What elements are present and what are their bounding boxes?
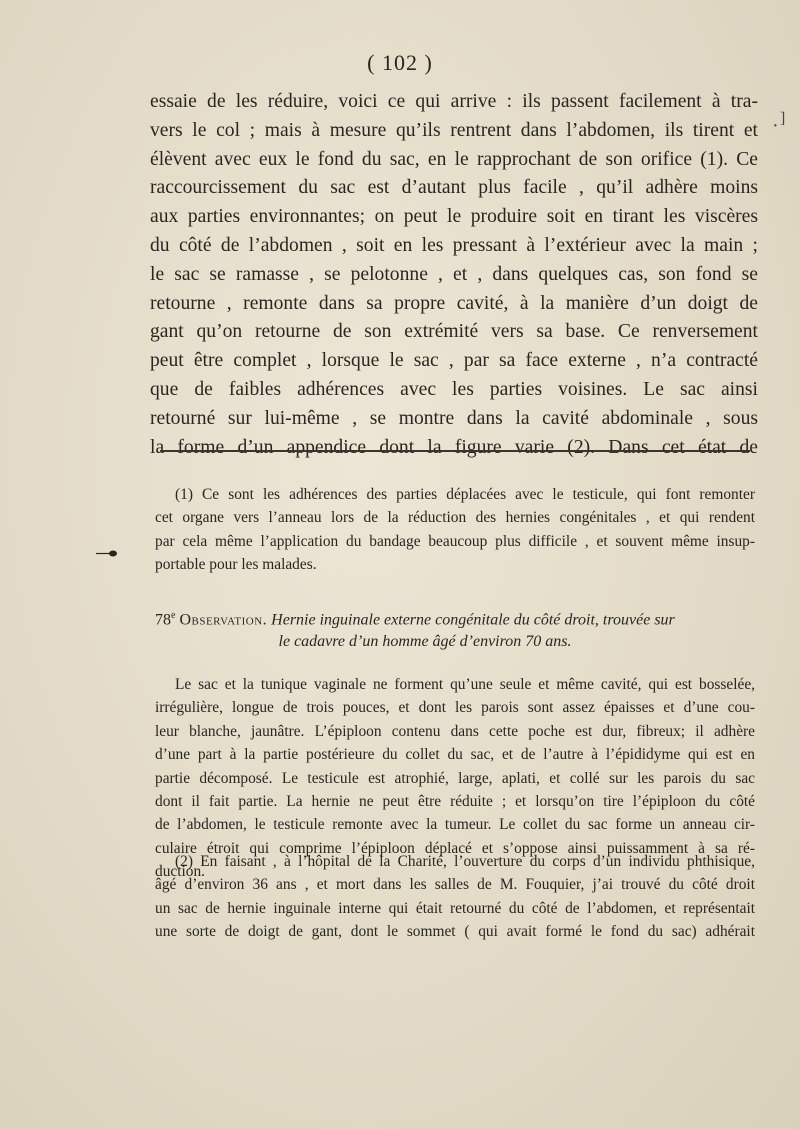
observation-heading [155,605,755,653]
case-line: d’une part à la partie postérieure du collet du sac, et de l’autre à l’épididyme qui est en [155,746,755,764]
observation-number: 78 [155,611,171,629]
margin-pointer-icon [96,550,118,557]
case-line: culaire étroit qui comprime l’épiploon déplacé et s’oppose ainsi puissamment à sa ré- [155,839,755,857]
case-line: leur blanche, jaunâtre. L’épiploon contenu dans cette poche est dur, fibreux; il adhère [155,722,755,740]
footnote-line: âgé d’environ 36 ans , et mort dans les salles de M. Fouquier, j’ai trouvé du côté droit [155,876,755,894]
observation-ordinal: e [171,610,176,621]
case-line: irrégulière, longue de trois pouces, et dont les parois sont assez épaisses et d’une cou- [155,699,755,717]
footnote-line: portable pour les malades. [155,556,317,574]
case-line: dont il fait partie. La hernie ne peut être réduite ; et lorsqu’on tire l’épiploon du côté [155,793,755,811]
observation-label: Observation. [179,611,268,629]
text-line: élèvent avec eux le fond du sac, en le rapprochant de son orifice (1). Ce [150,148,758,170]
footnote-divider [160,450,750,452]
text-line: le sac se ramasse , se pelotonne , et , dans quelques cas, son fond se [150,263,758,285]
case-line: partie décomposé. Le testicule est atrophié, large, aplati, et collé sur les parois du sac [155,769,755,787]
text-line: la forme d’un appendice dont la figure varie (2). Dans cet état de [150,436,758,458]
observation-subtitle: le cadavre d’un homme âgé d’environ 70 ans. [278,633,572,651]
text-line: gant qu’on retourne de son extrémité vers sa base. Ce renversement [150,321,758,343]
case-line: duction. [155,863,206,881]
footnote-line: un sac de hernie inguinale interne qui était retourné du côté de l’abdomen, et représentait [155,899,755,917]
observation-title: Hernie inguinale externe congénitale du côté droit, trouvée sur [271,611,675,629]
footnote-line: (1) Ce sont les adhérences des parties déplacées avec le testicule, qui font remonter [175,486,755,503]
footnote-line: par cela même l’application du bandage beaucoup plus difficile , et souvent même insup- [155,532,755,550]
page-number: ( 102 ) [367,50,433,75]
footnote-line: cet organe vers l’anneau lors de la réduction des hernies congénitales , et qui rendent [155,509,755,527]
text-line: aux parties environnantes; on peut le produire soit en tirant les viscères [150,206,758,228]
margin-dot: · [772,115,779,137]
text-line: vers le col ; mais à mesure qu’ils rentrent dans l’abdomen, ils tirent et [150,119,758,141]
case-line: de l’abdomen, le testicule remonte avec la tumeur. Le collet du sac forme un anneau cir- [155,816,755,834]
text-line: du côté de l’abdomen , soit en les pressant à l’extérieur avec la main ; [150,234,758,256]
text-line: peut être complet , lorsque le sac , par sa face externe , n’a contracté [150,350,758,372]
text-line: que de faibles adhérences avec les parties voisines. Le sac ainsi [150,378,758,400]
text-line: essaie de les réduire, voici ce qui arrive : ils passent facilement à tra- [150,91,758,112]
margin-bracket: ] [780,110,786,127]
text-line: raccourcissement du sac est d’autant plus facile , qu’il adhère moins [150,177,758,199]
case-line: Le sac et la tunique vaginale ne forment qu’une seule et même cavité, qui est bosselée, [175,676,755,693]
main-paragraph [150,88,758,462]
text-line: retourne , remonte dans sa propre cavité, à la manière d’un doigt de [150,292,758,314]
footnote-line: une sorte de doigt de gant, dont le sommet ( qui avait formé le fond du sac) adhérait [155,923,755,941]
footnote-1 [155,483,755,577]
observation-title-line [155,605,755,631]
footnote-2 [155,850,755,944]
footnote-line: (2) En faisant , à l’hôpital de la Charité, l’ouverture du corps d’un individu phthisique, [175,853,755,870]
text-line: retourné sur lui-même , se montre dans la cavité abdominale , sous [150,407,758,429]
